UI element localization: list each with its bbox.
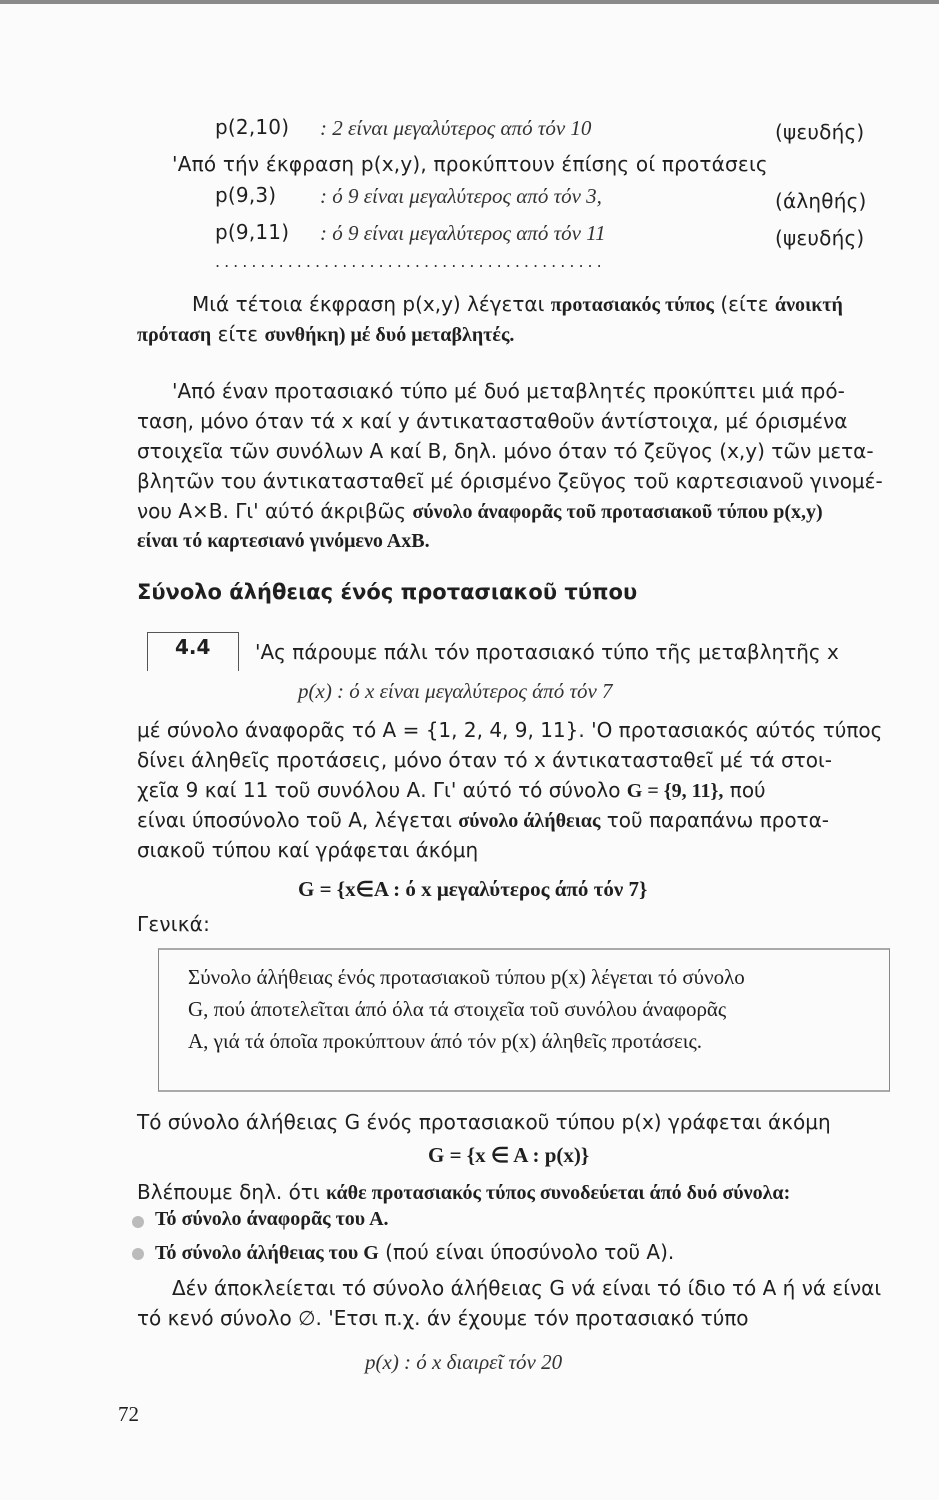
para1-line1 [137, 290, 927, 319]
para1-term: προτασιακός τύπος [550, 294, 714, 316]
para2-line3: στοιχεῖα τῶν συνόλων Α καί Β, δηλ. μόνο όταν τό ζεῦγος (x,y) τῶν μετα- [137, 439, 874, 463]
para1-text-c: (είτε [713, 292, 775, 316]
row3-verdict: (άληθής) [775, 189, 867, 213]
row4-label: p(9,11) [215, 220, 290, 244]
section-heading: Σύνολο άλήθειας ένός προτασιακοῦ τύπου [137, 580, 638, 604]
example-line4-text: χεῖα 9 καί 11 τοῦ συνόλου Α. Γι' αύτό τό σύνολο [137, 778, 627, 802]
example-formula: p(x) : ό x είναι μεγαλύτερος άπό τόν 7 [298, 679, 613, 703]
row3-text: : ό 9 είναι μεγαλύτερος από τόν 3, [320, 184, 602, 208]
bullet-truth-set-note: (πού είναι ύποσύνολο τοῦ Α). [378, 1240, 675, 1264]
example-number: 4.4 [175, 635, 211, 659]
para1-text-a: Μιά τέτοια έκφραση p(x,y) λέγεται [192, 292, 551, 316]
para1-term-condition: συνθήκη) μέ δυό μεταβλητές. [264, 324, 515, 346]
row3-label: p(9,3) [215, 183, 277, 207]
para3-line2 [137, 1178, 927, 1207]
row1-text: : 2 είναι μεγαλύτερος από τόν 10 [320, 116, 592, 140]
para3-line2-bold: κάθε προτασιακός τύπος συνοδεύεται άπό δυό σύνολα: [325, 1182, 791, 1204]
example-set-formula: G = {x∈A : ό x μεγαλύτερος άπό τόν 7} [298, 877, 648, 901]
example-line5-end: τοῦ παραπάνω προτα- [600, 808, 829, 832]
example-set-g: G = {9, 11}, [626, 780, 724, 802]
para2-line4: βλητῶν του άντικατασταθεῖ μέ όρισμένο ζεῦγος τοῦ καρτεσιανοῦ γινομέ- [137, 469, 883, 493]
bullet-reference-set: Τό σύνολο άναφορᾶς του Α. [155, 1208, 389, 1230]
para3-line4: τό κενό σύνολο ∅. 'Ετσι π.χ. άν έχουμε τόν προτασιακό τύπο [137, 1306, 749, 1330]
generally-label: Γενικά: [137, 912, 211, 936]
para3-line1: Τό σύνολο άλήθειας G ένός προτασιακοῦ τύπου p(x) γράφεται άκόμη [137, 1110, 831, 1134]
example-line5-text: είναι ύποσύνολο τοῦ Α, λέγεται [137, 808, 459, 832]
example-truth-set-term: σύνολο άλήθειας [458, 810, 601, 832]
example-line4 [137, 776, 927, 805]
example-line1: 'Ας πάρουμε πάλι τόν προτασιακό τύπο τῆς μεταβλητῆς x [255, 640, 839, 664]
para2-line5-text: νου Α×Β. Γι' αύτό άκριβῶς [137, 499, 413, 523]
para1-text-either: είτε [211, 322, 265, 346]
bullet-truth-set-bold: Τό σύνολο άλήθειας του G [155, 1242, 379, 1264]
para2-line1: 'Από έναν προτασιακό τύπο μέ δυό μεταβλητές προκύπτει μιά πρό- [172, 379, 845, 403]
row1-verdict: (ψευδής) [775, 120, 865, 144]
example-line3: δίνει άληθεῖς προτάσεις, μόνο όταν τό x άντικατασταθεῖ μέ τά στοι- [137, 748, 833, 772]
row4-text: : ό 9 είναι μεγαλύτερος από τόν 11 [320, 221, 606, 245]
example-line5 [137, 806, 927, 835]
para2-line6: είναι τό καρτεσιανό γινόμενο ΑxΒ. [137, 530, 430, 552]
bullet-dot-2 [132, 1248, 144, 1260]
para2-line5 [137, 497, 927, 526]
definition-line2: G, πού άποτελεῖται άπό όλα τά στοιχεῖα τοῦ συνόλου άναφορᾶς [188, 997, 727, 1021]
bullet-dot-1 [132, 1216, 144, 1228]
para1-term-proposition: πρόταση [137, 324, 212, 346]
example-line4-end: πού [723, 778, 766, 802]
bullet-truth-set [155, 1240, 674, 1265]
para1-term-open: άνοικτή [774, 294, 843, 316]
row1-label: p(2,10) [215, 115, 290, 139]
example-line6: σιακοῦ τύπου καί γράφεται άκόμη [137, 838, 479, 862]
dotted-line: ........................................... [215, 252, 606, 271]
page-number: 72 [118, 1402, 139, 1426]
row4-verdict: (ψευδής) [775, 226, 865, 250]
example-line2: μέ σύνολο άναφορᾶς τό Α = {1, 2, 4, 9, 11}. 'Ο προτασιακός αύτός τύπος [137, 718, 883, 742]
definition-line3: Α, γιά τά όποῖα προκύπτουν άπό τόν p(x) άληθεῖς προτάσεις. [188, 1029, 703, 1053]
para2-line5-bold: σύνολο άναφορᾶς τοῦ προτασιακοῦ τύπου p(x,y) [412, 501, 823, 523]
top-line2: 'Από τήν έκφραση p(x,y), προκύπτουν έπίσης οί προτάσεις [172, 152, 768, 176]
para3-formula2: p(x) : ό x διαιρεῖ τόν 20 [365, 1350, 563, 1374]
definition-line1: Σύνολο άλήθειας ένός προτασιακοῦ τύπου p(x) λέγεται τό σύνολο [188, 965, 745, 989]
para3-line2-text: Βλέπουμε δηλ. ότι [137, 1180, 326, 1204]
para1-line2 [137, 320, 927, 349]
para2-line2: ταση, μόνο όταν τά x καί y άντικατασταθοῦν άντίστοιχα, μέ όρισμένα [137, 409, 848, 433]
para3-formula: G = {x ∈ A : p(x)} [428, 1143, 590, 1167]
page-top-edge [0, 0, 939, 4]
para3-line3: Δέν άποκλείεται τό σύνολο άλήθειας G νά είναι τό ίδιο τό Α ή νά είναι [172, 1276, 882, 1300]
